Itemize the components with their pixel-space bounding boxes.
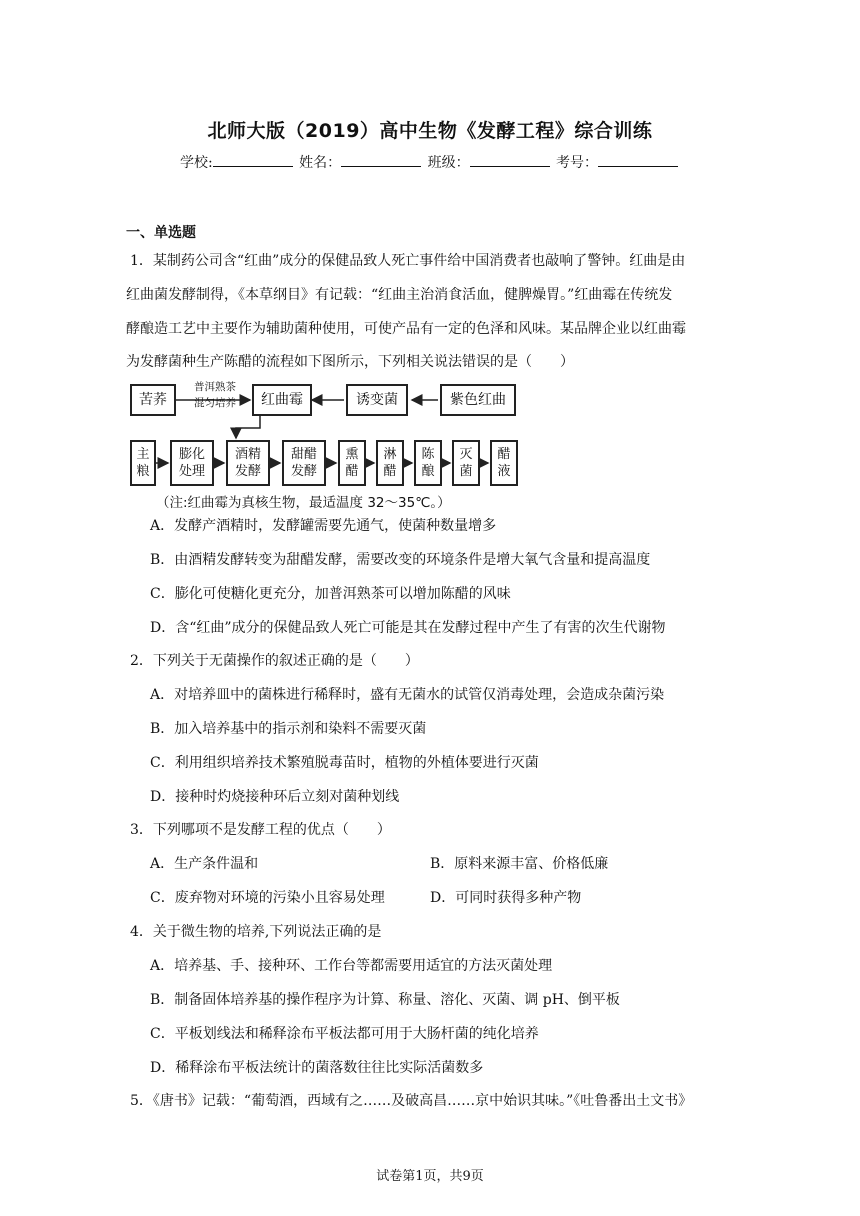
box-zhuliang-2: 粮 (136, 464, 150, 479)
q2-stem: 2．下列关于无菌操作的叙述正确的是（ ） (130, 653, 419, 669)
school-label: 学校: (179, 155, 213, 171)
box-lincu-1: 淋 (383, 447, 397, 462)
fermentation-flow-diagram (126, 378, 526, 511)
page-title: 北师大版（2019）高中生物《发酵工程》综合训练 (207, 120, 653, 142)
box-xuncu-2: 醋 (345, 464, 359, 479)
name-label: 姓名： (299, 155, 342, 171)
q1-option-a[interactable]: A．发酵产酒精时，发酵罐需要先通气，使菌种数量增多 (150, 518, 497, 534)
school-blank[interactable] (213, 153, 293, 167)
q2-option-a[interactable]: A．对培养皿中的菌株进行稀释时，盛有无菌水的试管仅消毒处理，会造成杂菌污染 (150, 687, 665, 703)
q2-option-c[interactable]: C．利用组织培养技术繁殖脱毒苗时，植物的外植体要进行灭菌 (150, 755, 539, 771)
arrow-label (180, 381, 250, 409)
name-blank[interactable] (341, 153, 421, 167)
q3-option-a[interactable]: A．生产条件温和 (150, 856, 259, 872)
box-youbianjun: 诱变菌 (346, 384, 408, 416)
q4-option-b[interactable]: B．制备固体培养基的操作程序为计算、称量、溶化、灭菌、调 pH、倒平板 (150, 992, 620, 1008)
q4-option-a[interactable]: A．培养基、手、接种环、工作台等都需要用适宜的方法灭菌处理 (150, 958, 553, 974)
q1-line-1: 1．某制药公司含“红曲”成分的保健品致人死亡事件给中国消费者也敲响了警钟。红曲是由 (130, 253, 686, 269)
box-miejun-1: 灭 (459, 447, 473, 462)
exam-no-label: 考号： (556, 155, 599, 171)
q4-stem: 4．关于微生物的培养,下列说法正确的是 (130, 924, 382, 940)
box-xuncu (338, 440, 366, 486)
q1-line-4: 为发酵菌种生产陈醋的流程如下图所示，下列相关说法错误的是（ ） (126, 354, 574, 370)
q3-stem: 3．下列哪项不是发酵工程的优点（ ） (130, 822, 391, 838)
box-tiancu-2: 发酵 (290, 464, 317, 479)
box-cuye-2: 液 (497, 464, 511, 479)
box-jiujing-1: 酒精 (234, 447, 261, 462)
exam-no-blank[interactable] (598, 153, 678, 167)
q1-line-3: 酵酿造工艺中主要作为辅助菌种使用，可使产品有一定的色泽和风味。某品牌企业以红曲霉 (126, 321, 686, 337)
box-chenniang-1: 陈 (421, 447, 435, 462)
box-zhuliang-1: 主 (136, 447, 150, 462)
box-hongqumei: 红曲霉 (252, 384, 312, 416)
q2-option-b[interactable]: B．加入培养基中的指示剂和染料不需要灭菌 (150, 721, 427, 737)
box-jiujing (226, 440, 270, 486)
q1-option-d[interactable]: D．含“红曲”成分的保健品致人死亡可能是其在发酵过程中产生了有害的次生代谢物 (150, 620, 666, 636)
q5-stem: 5．《唐书》记载：“葡萄酒，西域有之……及破高昌……京中始识其味。”《吐鲁番出土文书》 (130, 1093, 693, 1109)
box-tiancu (282, 440, 326, 486)
box-kuqiao: 苦荞 (130, 384, 176, 416)
box-xuncu-1: 熏 (345, 447, 359, 462)
page-footer: 试卷第1页，共9页 (376, 1169, 484, 1184)
box-lincu-2: 醋 (383, 464, 397, 479)
box-jiujing-2: 发酵 (234, 464, 261, 479)
box-zhuliang (130, 440, 156, 486)
box-miejun-2: 菌 (459, 464, 473, 479)
box-tiancu-1: 甜醋 (290, 447, 317, 462)
student-info-line (0, 152, 860, 172)
q2-option-d[interactable]: D．接种时灼烧接种环后立刻对菌种划线 (150, 789, 400, 805)
q1-option-b[interactable]: B．由酒精发酵转变为甜醋发酵，需要改变的环境条件是增大氧气含量和提高温度 (150, 552, 651, 568)
q4-option-c[interactable]: C．平板划线法和稀释涂布平板法都可用于大肠杆菌的纯化培养 (150, 1026, 539, 1042)
q3-option-b[interactable]: B．原料来源丰富、价格低廉 (430, 856, 609, 872)
section-heading: 一、单选题 (126, 225, 196, 241)
box-chenniang-2: 酿 (421, 464, 435, 479)
q3-option-d[interactable]: D．可同时获得多种产物 (430, 890, 582, 906)
box-zisehongqu: 紫色红曲 (440, 384, 516, 416)
class-label: 班级： (427, 155, 470, 171)
diagram-note: （注:红曲霉为真核生物，最适温度 32～35℃。） (156, 495, 451, 511)
arrow-label-line-1: 普洱熟茶 (194, 381, 236, 393)
box-cuye-1: 醋 (497, 447, 511, 462)
box-penghua-2: 处理 (178, 464, 205, 479)
class-blank[interactable] (470, 153, 550, 167)
box-cuye (490, 440, 518, 486)
q3-option-c[interactable]: C．废弃物对环境的污染小且容易处理 (150, 890, 385, 906)
q4-option-d[interactable]: D．稀释涂布平板法统计的菌落数往往比实际活菌数多 (150, 1060, 484, 1076)
q1-line-2: 红曲菌发酵制得，《本草纲目》有记载：“红曲主治消食活血，健脾燥胃。”红曲霉在传统发 (126, 287, 673, 303)
box-penghua (170, 440, 214, 486)
box-penghua-1: 膨化 (178, 447, 205, 462)
arrow-label-line-2: 混匀培养 (194, 397, 236, 409)
box-lincu (376, 440, 404, 486)
box-chenniang (414, 440, 442, 486)
q1-option-c[interactable]: C．膨化可使糖化更充分，加普洱熟茶可以增加陈醋的风味 (150, 586, 511, 602)
arrow-hongqumei-to-jiujing (236, 416, 260, 438)
box-miejun (452, 440, 480, 486)
